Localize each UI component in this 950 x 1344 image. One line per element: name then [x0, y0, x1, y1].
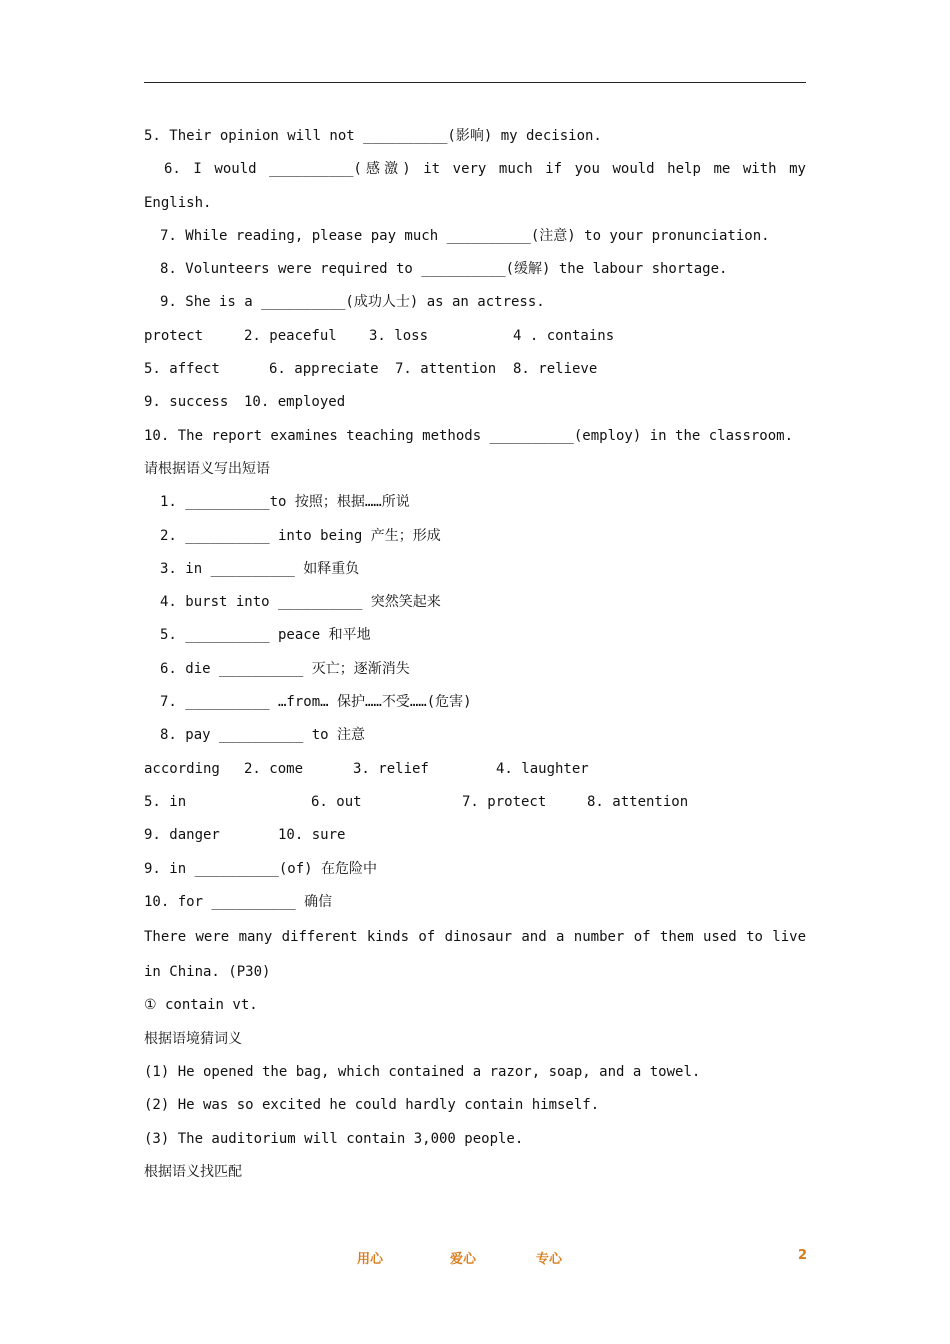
answer-row — [144, 320, 806, 353]
page-number: 2 — [798, 1248, 808, 1263]
page-footer — [0, 1248, 950, 1268]
answer: 2. peaceful — [244, 327, 337, 344]
question-line: 9. She is a __________(成功人士) as an actress. — [160, 294, 545, 311]
phrase-item: 7. __________ …from… 保护……不受……(危害) — [160, 694, 472, 711]
example-sentence: There were many different kinds of dinosaur and a number of them used to live — [144, 929, 806, 946]
answer: 7. protect — [462, 793, 547, 810]
phrase-item: 1. __________to 按照；根据……所说 — [160, 494, 410, 511]
section-title: 根据语境猜词义 — [144, 1030, 242, 1047]
answer-row — [144, 353, 806, 386]
question-line: 10. The report examines teaching methods __________(employ) in the classroom. — [144, 427, 794, 444]
answer: 8. relieve — [513, 361, 598, 378]
answer: 6. out — [311, 793, 362, 810]
answer: 7. attention — [395, 361, 497, 378]
footer-motto: 专心 — [536, 1252, 563, 1267]
answer: 4 . contains — [513, 327, 615, 344]
phrase-item: 8. pay __________ to 注意 — [160, 727, 366, 744]
answer-row — [144, 386, 806, 419]
header-rule — [144, 82, 806, 83]
answer: 3. loss — [369, 327, 429, 344]
phrase-item: 10. for __________ 确信 — [144, 893, 333, 910]
footer-motto: 爱心 — [450, 1252, 477, 1267]
phrase-item: 6. die __________ 灭亡；逐渐消失 — [160, 660, 410, 677]
answer: 10. sure — [278, 827, 346, 844]
answer: 2. come — [244, 760, 304, 777]
example-item: (2) He was so excited he could hardly contain himself. — [144, 1097, 600, 1114]
footer-motto: 用心 — [357, 1252, 384, 1267]
question-line: English. — [144, 194, 212, 211]
answer: 5. affect — [144, 361, 220, 378]
answer-row — [144, 786, 806, 819]
question-line: 6. I would __________(感激) it very much if you would help me with my — [164, 161, 806, 178]
phrase-item: 5. __________ peace 和平地 — [160, 627, 371, 644]
answer: according — [144, 760, 220, 777]
answer: 3. relief — [353, 760, 429, 777]
question-line: 5. Their opinion will not __________(影响) my decision. — [144, 128, 602, 144]
example-item: (3) The auditorium will contain 3,000 people. — [144, 1130, 524, 1147]
answer: 6. appreciate — [269, 361, 379, 378]
section-title: 请根据语义写出短语 — [144, 460, 270, 477]
answer-row — [144, 753, 806, 786]
question-line: 8. Volunteers were required to __________(缓解) the labour shortage. — [160, 261, 728, 278]
answer: 9. success — [144, 394, 229, 411]
word-heading: ① contain vt. — [144, 997, 258, 1014]
phrase-item: 4. burst into __________ 突然笑起来 — [160, 594, 441, 611]
phrase-item: 9. in __________(of) 在危险中 — [144, 860, 378, 877]
example-item: (1) He opened the bag, which contained a razor, soap, and a towel. — [144, 1064, 701, 1081]
answer: protect — [144, 327, 204, 344]
question-line: 7. While reading, please pay much __________(注意) to your pronunciation. — [160, 227, 770, 244]
answer: 5. in — [144, 793, 187, 810]
answer: 10. employed — [244, 394, 346, 411]
example-sentence: in China. (P30) — [144, 964, 271, 981]
content-body — [144, 120, 806, 1189]
answer: 8. attention — [587, 793, 689, 810]
section-title: 根据语义找匹配 — [144, 1163, 242, 1180]
phrase-item: 3. in __________ 如释重负 — [160, 560, 360, 577]
answer: 9. danger — [144, 827, 220, 844]
answer-row — [144, 819, 806, 852]
phrase-item: 2. __________ into being 产生；形成 — [160, 527, 441, 544]
answer: 4. laughter — [496, 760, 589, 777]
